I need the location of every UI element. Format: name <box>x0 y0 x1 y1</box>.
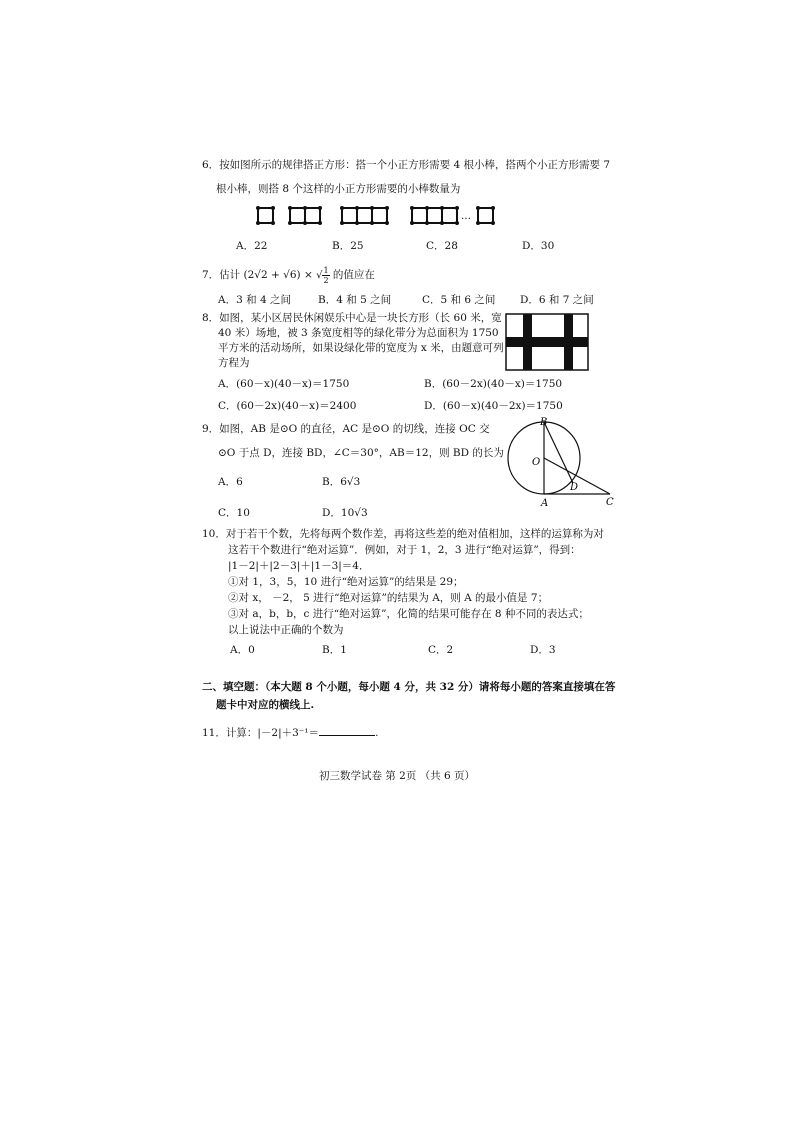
section2-heading-line1: 二、填空题：（本大题 8 个小题，每小题 4 分，共 32 分）请将每小题的答案直接填在答 <box>202 681 616 693</box>
q10-line2: 这若干个数进行“绝对运算”．例如，对于 1，2，3 进行“绝对运算”，得到： <box>228 544 581 556</box>
q9-option-b: B．6√3 <box>322 476 361 488</box>
q10-line3: |1－2|＋|2－3|＋|1－3|＝4． <box>228 560 370 572</box>
rectangle-greenbelt-figure <box>505 313 589 371</box>
label-c: C <box>606 497 614 508</box>
q11-text: 11．计算：|－2|＋3⁻¹＝ <box>202 727 320 739</box>
q10-option-c: C．2 <box>428 644 454 656</box>
q9-option-a: A．6 <box>218 476 243 488</box>
page-footer: 初三数学试卷 第 2页 （共 6 页） <box>318 770 476 782</box>
q8-line3: 平方米的活动场所，如果设绿化带的宽度为 x 米，由题意可列 <box>218 342 504 354</box>
q7-option-a: A．3 和 4 之间 <box>218 294 291 306</box>
q10-option-d: D．3 <box>530 644 556 656</box>
label-o: O <box>532 457 541 468</box>
q6-option-c: C．28 <box>426 240 458 252</box>
q11-end: . <box>375 727 379 739</box>
q8-option-b: B．(60－2x)(40－x)＝1750 <box>424 378 563 390</box>
q7-suffix: 的值应在 <box>332 269 375 281</box>
q9-option-c: C．10 <box>218 507 250 519</box>
q6-option-d: D．30 <box>522 240 555 252</box>
matchstick-squares-figure <box>250 202 500 228</box>
q9-line1: 9．如图，AB 是⊙O 的直径，AC 是⊙O 的切线，连接 OC 交 <box>202 423 490 435</box>
label-a: A <box>541 498 549 509</box>
ellipsis-text: … <box>461 211 471 222</box>
q8-line1: 8．如图，某小区居民休闲娱乐中心是一块长方形（长 60 米，宽 <box>202 312 502 324</box>
q10-option-b: B．1 <box>322 644 347 656</box>
q7-fraction: $\frac{1}{2}$ <box>323 265 329 285</box>
square-1 <box>258 208 273 223</box>
q7-stem: 7．估计 (2√2 + √6) × √ $\frac{1}{2}$ 的值应在 <box>202 265 375 285</box>
label-d: D <box>570 482 579 493</box>
q8-option-d: D．(60－x)(40－2x)＝1750 <box>424 400 563 412</box>
q8-option-c: C．(60－2x)(40－x)＝2400 <box>218 400 357 412</box>
q7-option-b: B．4 和 5 之间 <box>318 294 392 306</box>
q7-option-c: C．5 和 6 之间 <box>422 294 496 306</box>
q6-line1: 6．按如图所示的规律搭正方形：搭一个小正方形需要 4 根小棒，搭两个小正方形需要 7 <box>202 159 611 171</box>
q10-statement-3: ③对 a，b，b，c 进行“绝对运算”，化简的结果可能存在 8 种不同的表达式； <box>228 608 589 620</box>
q8-line4: 方程为 <box>218 357 250 369</box>
q7-prefix: 7．估计 <box>202 269 241 281</box>
q6-option-a: A．22 <box>236 240 268 252</box>
q9-line2: ⊙O 于点 D，连接 BD，∠C＝30°，AB＝12，则 BD 的长为 <box>218 447 504 459</box>
q9-option-d: D．10√3 <box>322 507 368 519</box>
q10-statement-1: ①对 1，3，5，10 进行“绝对运算”的结果是 29； <box>228 576 464 588</box>
q7-option-d: D．6 和 7 之间 <box>520 294 594 306</box>
label-b: B <box>540 417 548 428</box>
q10-option-a: A．0 <box>230 644 255 656</box>
q7-expression: (2√2 + √6) × <box>243 269 313 281</box>
q11-answer-blank <box>319 725 375 736</box>
q10-statement-2: ②对 x， －2， 5 进行“绝对运算”的结果为 A，则 A 的最小值是 7； <box>228 592 549 604</box>
q11-stem <box>202 725 378 740</box>
q8-line2: 40 米）场地，被 3 条宽度相等的绿化带分为总面积为 1750 <box>218 327 499 339</box>
q10-statement-4: 以上说法中正确的个数为 <box>228 624 344 636</box>
q6-option-b: B．25 <box>332 240 364 252</box>
section2-heading-line2: 题卡中对应的横线上. <box>216 699 315 711</box>
q10-line1: 10．对于若干个数，先将每两个数作差，再将这些差的绝对值相加，这样的运算称为对 <box>202 528 604 540</box>
q8-option-a: A．(60－x)(40－x)＝1750 <box>218 378 350 390</box>
circle-tangent-figure <box>500 414 620 510</box>
q6-line2: 根小棒，则搭 8 个这样的小正方形需要的小棒数量为 <box>216 183 461 195</box>
